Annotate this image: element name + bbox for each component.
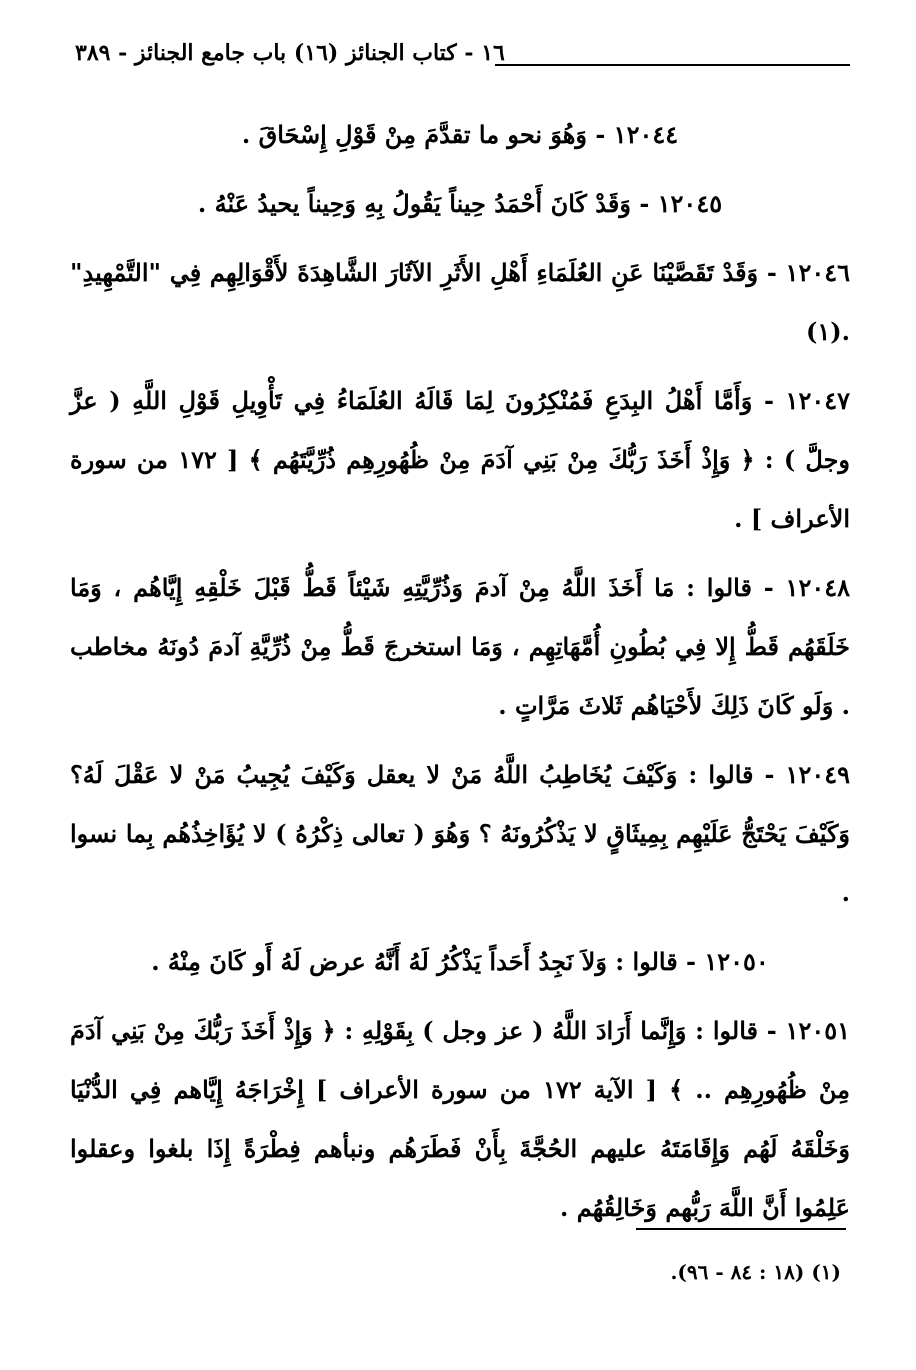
footnote: (١) (١٨ : ٨٤ - ٩٦). xyxy=(670,1260,841,1284)
paragraph-12044: ١٢٠٤٤ - وَهُوَ نحو ما تقدَّمَ مِنْ قَوْلِ إِسْحَاقَ . xyxy=(241,120,679,149)
paragraph-12050: ١٢٠٥٠ - قالوا : وَلاَ نَجِدُ أَحَداً يَذْكُرُ لَهُ أَنَّهُ عرض لَهُ أَو كَانَ مِنْهُ . xyxy=(151,947,769,976)
paragraph-12049: ١٢٠٤٩ - قالوا : وَكَيْفَ يُخَاطِبُ اللَّهُ مَنْ لا يعقل وَكَيْفَ يُجِيبُ مَنْ لا عَقْلَ لَهُ؟ وَكَيْفَ يَحْتَجُّ عَلَيْهِم بِمِيثَاقٍ لا يَذْكُرُونَهُ ؟ وَهُوَ ( تعالى ذِكْرُهُ ) لا يُؤَاخِذُهُم بِما نسوا . xyxy=(70,760,850,907)
running-header-title: ١٦ - كتاب الجنائز (١٦) باب جامع الجنائز - ٣٨٩ xyxy=(75,40,505,66)
footnote-rule xyxy=(636,1228,846,1230)
running-header xyxy=(75,40,850,80)
paragraph-12045: ١٢٠٤٥ - وَقَدْ كَانَ أَحْمَدُ حِيناً يَقُولُ بِهِ وَحِيناً يحيدُ عَنْهُ . xyxy=(197,189,723,218)
paragraph-12046: ١٢٠٤٦ - وَقَدْ تَقَصَّيْنَا عَنِ العُلَمَاءِ أَهْلِ الأَثَرِ الآثَارَ الشَّاهِدَةَ لأَقْوَالِهِم فِي "التَّمْهِيدِ" .(١) xyxy=(70,258,850,346)
paragraph-12048: ١٢٠٤٨ - قالوا : مَا أَخَذَ اللَّهُ مِنْ آدمَ وَذُرِّيَّتِهِ شَيْئاً قَطُّ قَبْلَ خَلْقِهِ إِيَّاهُم ، وَمَا خَلَقَهُم قَطُّ إِلا فِي بُطُونِ أُمَّهَاتِهِم ، وَمَا استخرجَ قَطُّ مِنْ ذُرِّيَّةِ آدمَ دُونَهُ مخاطب . وَلَو كَانَ ذَلِكَ لأَحْيَاهُم ثَلاثَ مَرَّاتٍ . xyxy=(70,573,850,720)
main-text xyxy=(70,105,850,1247)
paragraph-12047: ١٢٠٤٧ - وَأَمَّا أَهْلُ البِدَعِ فَمُنْكِرُونَ لِمَا قَالَهُ العُلَمَاءُ فِي تَأْوِيلِ قَوْلِ اللَّهِ ( عزَّ وجلَّ ) : ﴿ وَإِذْ أَخَذَ رَبُّكَ مِنْ بَنِي آدَمَ مِنْ ظُهُورِهِم ذُرِّيَّتَهُم ﴾ [ ١٧٢ من سورة الأعراف ] . xyxy=(70,386,850,533)
header-rule xyxy=(495,64,850,66)
paragraph-12051: ١٢٠٥١ - قالوا : وَإِنَّما أَرَادَ اللَّهُ ( عز وجل ) بِقَوْلِهِ : ﴿ وَإِذْ أَخَذَ رَبُّكَ مِنْ بَنِي آدَمَ مِنْ ظُهُورِهِم .. ﴾ [ الآية ١٧٢ من سورة الأعراف ] إِخْرَاجَهُ إِيَّاهم فِي الدُّنْيَا وَخَلْقَهُ لَهُم وَإِقَامَتَهُ عليهم الحُجَّةَ بِأَنْ فَطَرَهُم ونبأهم فِطْرَةً إِذَا بلغوا وعقلوا عَلِمُوا أَنَّ اللَّهَ رَبُّهم وَخَالِقُهُم . xyxy=(70,1016,851,1222)
